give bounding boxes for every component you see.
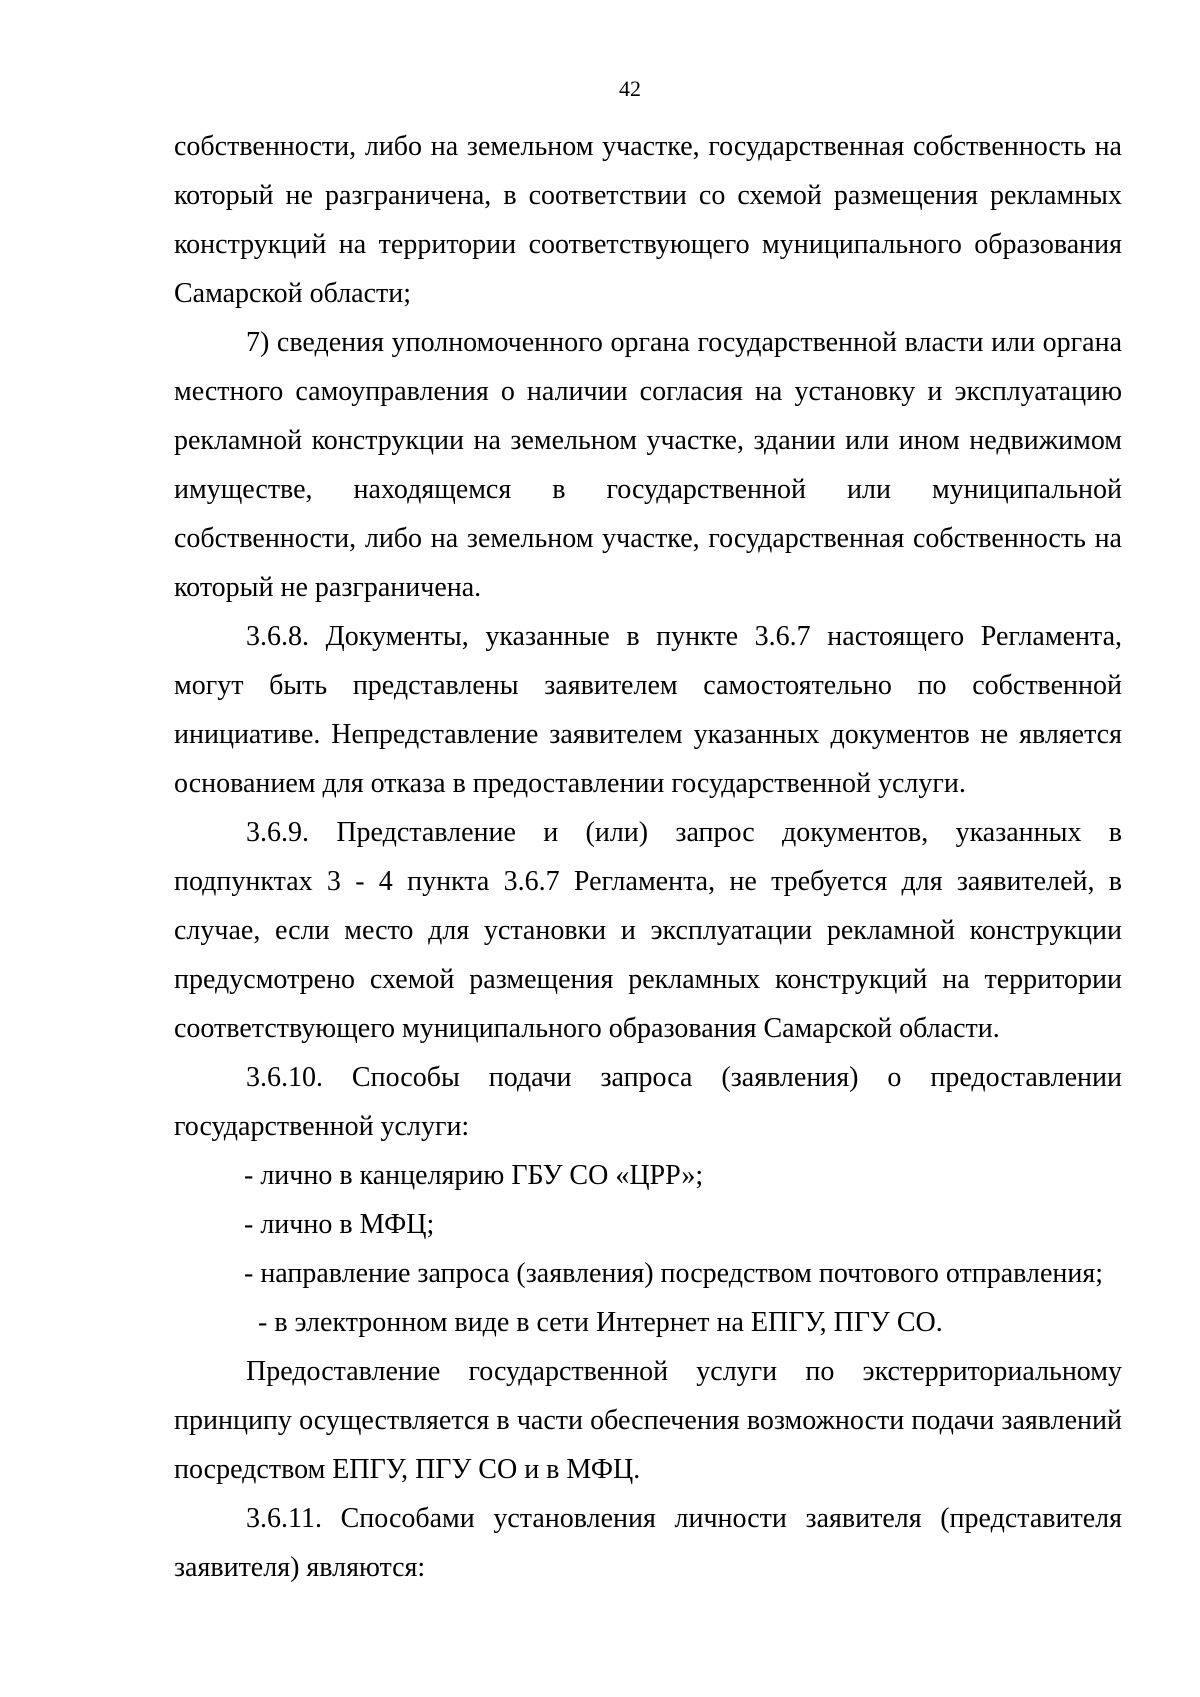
paragraph-3-6-10: 3.6.10. Способы подачи запроса (заявления) о предоставлении государственной услуги: [174, 1062, 1122, 1142]
list-item: - лично в МФЦ; [244, 1209, 435, 1240]
paragraph-extraterritorial: Предоставление государственной услуги по экстерриториальному принципу осуществляется в части обеспечения возможности подачи заявлений посредством ЕПГУ, ПГУ СО и в МФЦ. [174, 1356, 1122, 1485]
paragraph-continuation: собственности, либо на земельном участке, государственная собственность на который не разграничена, в соответствии со схемой размещения рекламных конструкций на территории соответствующего муниципального образования Самарской области; [174, 131, 1122, 309]
list-item: - лично в канцелярию ГБУ СО «ЦРР»; [244, 1160, 704, 1191]
list-item: - направление запроса (заявления) посредством почтового отправления; [244, 1258, 1104, 1289]
paragraph-3-6-9: 3.6.9. Представление и (или) запрос документов, указанных в подпунктах 3 - 4 пункта 3.6.7 Регламента, не требуется для заявителей, в случае, если место для установки и эксплуатации рекламной конструкции предусмотрено схемой размещения рекламных конструкций на территории соответствующего муниципального образования Самарской области. [174, 817, 1122, 1044]
document-body [174, 122, 1122, 1592]
paragraph-item-7: 7) сведения уполномоченного органа государственной власти или органа местного самоуправления о наличии согласия на установку и эксплуатацию рекламной конструкции на земельном участке, здании или ином недвижимом имуществе, находящемся в государственной или муниципальной собственности, либо на земельном участке, государственная собственность на который не разграничена. [174, 327, 1122, 603]
paragraph-3-6-11: 3.6.11. Способами установления личности заявителя (представителя заявителя) являются: [174, 1503, 1122, 1583]
paragraph-3-6-8: 3.6.8. Документы, указанные в пункте 3.6.7 настоящего Регламента, могут быть представлены заявителем самостоятельно по собственной инициативе. Непредставление заявителем указанных документов не является основанием для отказа в предоставлении государственной услуги. [174, 621, 1122, 799]
page-number: 42 [619, 76, 641, 101]
list-item: - в электронном виде в сети Интернет на ЕПГУ, ПГУ СО. [258, 1307, 943, 1338]
